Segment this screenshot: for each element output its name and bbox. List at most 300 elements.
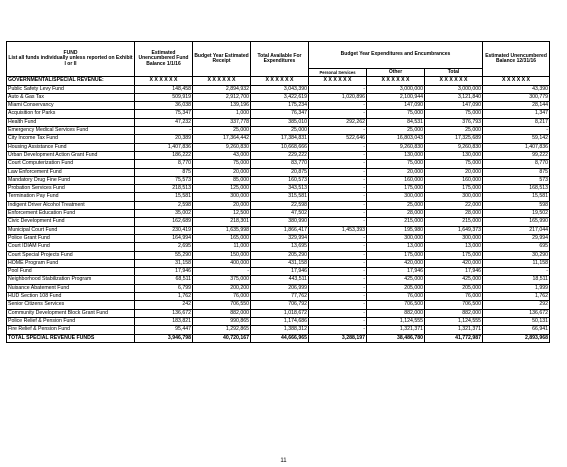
total-available: 44,666,965 xyxy=(251,334,309,342)
start-balance-header: Estimated Unencumbered Fund Balance 1/1/16 xyxy=(135,42,193,77)
cell-total: 175,000 xyxy=(425,185,483,193)
table-row xyxy=(7,201,550,209)
table-row xyxy=(7,176,550,184)
table-row xyxy=(7,301,550,309)
cell-available: 1,866,417 xyxy=(251,226,309,234)
cell-personal: - xyxy=(309,176,367,184)
cell-personal: - xyxy=(309,276,367,284)
cell-other: 9,260,830 xyxy=(367,143,425,151)
fund-header-title: FUND xyxy=(63,49,78,56)
cell-total: 175,000 xyxy=(425,251,483,259)
cell-available: 380,990 xyxy=(251,218,309,226)
cell-start: 2,695 xyxy=(135,243,193,251)
cell-end: 1,347 xyxy=(483,110,550,118)
cell-start: 75,573 xyxy=(135,176,193,184)
cell-personal: - xyxy=(309,168,367,176)
fund-name: Police Grant Fund xyxy=(7,234,135,242)
cell-start: 1,407,836 xyxy=(135,143,193,151)
fund-name: Mandatory Drug Fine Fund xyxy=(7,176,135,184)
cell-available: 175,234 xyxy=(251,102,309,110)
cell-other: 1,321,371 xyxy=(367,326,425,334)
cell-start: 509,919 xyxy=(135,93,193,101)
cell-personal: - xyxy=(309,284,367,292)
cell-total: 17,946 xyxy=(425,268,483,276)
section-row xyxy=(7,77,550,85)
cell-end: 695 xyxy=(483,243,550,251)
cell-receipt: 17,364,442 xyxy=(193,135,251,143)
cell-personal: - xyxy=(309,210,367,218)
cell-total: 1,649,373 xyxy=(425,226,483,234)
cell-receipt: 706,550 xyxy=(193,301,251,309)
total-start: 3,946,798 xyxy=(135,334,193,342)
cell-start: 148,458 xyxy=(135,85,193,93)
cell-receipt: 76,000 xyxy=(193,293,251,301)
cell-other: 195,980 xyxy=(367,226,425,234)
cell-receipt: 139,196 xyxy=(193,102,251,110)
cell-other: 160,000 xyxy=(367,176,425,184)
table-row xyxy=(7,193,550,201)
cell-end: 165,990 xyxy=(483,218,550,226)
cell-personal: - xyxy=(309,251,367,259)
section-mark: X X X X X X xyxy=(135,77,193,85)
section-mark: X X X X X X xyxy=(193,77,251,85)
cell-available: 17,384,831 xyxy=(251,135,309,143)
table-row xyxy=(7,284,550,292)
fund-name: Police Relief & Pension Fund xyxy=(7,317,135,325)
cell-receipt: 11,000 xyxy=(193,243,251,251)
section-mark: X X X X X X xyxy=(483,77,550,85)
cell-start: 164,994 xyxy=(135,234,193,242)
cell-other: 147,090 xyxy=(367,102,425,110)
total-end: 2,893,968 xyxy=(483,334,550,342)
cell-personal: - xyxy=(309,309,367,317)
cell-end: 18,511 xyxy=(483,276,550,284)
cell-end: 8,770 xyxy=(483,160,550,168)
total-receipt: 40,720,167 xyxy=(193,334,251,342)
cell-other: 175,000 xyxy=(367,251,425,259)
cell-total: 28,000 xyxy=(425,210,483,218)
fund-name: Nuisance Abatement Fund xyxy=(7,284,135,292)
table-row xyxy=(7,259,550,267)
fund-name: Urban Development Action Grant Fund xyxy=(7,151,135,159)
fund-name: Health Fund xyxy=(7,118,135,126)
table-row xyxy=(7,317,550,325)
cell-available: 205,290 xyxy=(251,251,309,259)
table-row xyxy=(7,326,550,334)
cell-personal: - xyxy=(309,326,367,334)
cell-end: 8,217 xyxy=(483,118,550,126)
cell-available: 25,000 xyxy=(251,127,309,135)
cell-total: 9,260,830 xyxy=(425,143,483,151)
cell-receipt: 9,260,830 xyxy=(193,143,251,151)
cell-end: 50,131 xyxy=(483,317,550,325)
table-row xyxy=(7,226,550,234)
cell-available: 17,946 xyxy=(251,268,309,276)
total-label: TOTAL SPECIAL REVENUE FUNDS xyxy=(7,334,135,342)
cell-total: 3,121,840 xyxy=(425,93,483,101)
table-row xyxy=(7,251,550,259)
cell-receipt: 75,000 xyxy=(193,160,251,168)
cell-available: 13,695 xyxy=(251,243,309,251)
cell-end: - xyxy=(483,268,550,276)
fund-name: City Income Tax Fund xyxy=(7,135,135,143)
cell-total: 25,000 xyxy=(425,127,483,135)
table-row xyxy=(7,185,550,193)
cell-available: 3,422,619 xyxy=(251,93,309,101)
cell-start: 1,762 xyxy=(135,293,193,301)
cell-personal: - xyxy=(309,201,367,209)
cell-start: 136,672 xyxy=(135,309,193,317)
cell-end: 15,581 xyxy=(483,193,550,201)
cell-receipt: 2,912,700 xyxy=(193,93,251,101)
cell-other: 17,946 xyxy=(367,268,425,276)
cell-available: 10,668,666 xyxy=(251,143,309,151)
fund-name: Miami Conservancy xyxy=(7,102,135,110)
cell-end: 1,407,836 xyxy=(483,143,550,151)
total-row xyxy=(7,334,550,342)
cell-receipt: 125,000 xyxy=(193,185,251,193)
cell-receipt: 165,000 xyxy=(193,234,251,242)
cell-total: 75,000 xyxy=(425,160,483,168)
cell-available: 443,511 xyxy=(251,276,309,284)
cell-start: 6,799 xyxy=(135,284,193,292)
cell-personal: 1,020,896 xyxy=(309,93,367,101)
cell-other: 420,000 xyxy=(367,259,425,267)
fund-name: Housing Assistance Fund xyxy=(7,143,135,151)
cell-end: 573 xyxy=(483,176,550,184)
fund-name: Fire Relief & Pension Fund xyxy=(7,326,135,334)
table-row xyxy=(7,93,550,101)
cell-personal: - xyxy=(309,110,367,118)
cell-total: 13,000 xyxy=(425,243,483,251)
cell-end: 19,502 xyxy=(483,210,550,218)
cell-end: 598 xyxy=(483,201,550,209)
cell-personal: - xyxy=(309,160,367,168)
cell-other: 75,000 xyxy=(367,160,425,168)
cell-available: 76,347 xyxy=(251,110,309,118)
cell-receipt: 218,301 xyxy=(193,218,251,226)
cell-end: 300,779 xyxy=(483,93,550,101)
fund-name: HUD Section 108 Fund xyxy=(7,293,135,301)
table-row xyxy=(7,210,550,218)
other-header: Other xyxy=(367,69,425,77)
cell-total: 300,000 xyxy=(425,234,483,242)
fund-header-subtitle: List all funds individually unless reported on Exhibit I or II xyxy=(8,55,133,67)
cell-total: 376,793 xyxy=(425,118,483,126)
page-number: 11 xyxy=(280,458,287,464)
cell-end: 1,999 xyxy=(483,284,550,292)
section-label: GOVERNMENTAL/SPECIAL REVENUE: xyxy=(7,77,135,85)
cell-available: 329,994 xyxy=(251,234,309,242)
cell-start: 875 xyxy=(135,168,193,176)
cell-end: 292 xyxy=(483,301,550,309)
table-row xyxy=(7,85,550,93)
fund-name: Municipal Court Fund xyxy=(7,226,135,234)
receipt-header: Budget Year Estimated Receipt xyxy=(193,42,251,77)
fund-name: Court Special Projects Fund xyxy=(7,251,135,259)
fund-name: Pool Fund xyxy=(7,268,135,276)
table-row xyxy=(7,293,550,301)
personal-services-header: Personal Services xyxy=(309,69,367,77)
fund-name: Enforcement Education Fund xyxy=(7,210,135,218)
cell-other: 3,000,000 xyxy=(367,85,425,93)
fund-name: Community Development Block Grant Fund xyxy=(7,309,135,317)
section-mark: X X X X X X xyxy=(425,77,483,85)
cell-personal: - xyxy=(309,293,367,301)
cell-other: 1,124,555 xyxy=(367,317,425,325)
cell-total: 1,321,371 xyxy=(425,326,483,334)
cell-total: 22,000 xyxy=(425,201,483,209)
cell-start: 47,232 xyxy=(135,118,193,126)
section-mark: X X X X X X xyxy=(309,77,367,85)
cell-total: 130,000 xyxy=(425,151,483,159)
available-header: Total Available For Expenditures xyxy=(251,42,309,77)
fund-name: Public Safety Levy Fund xyxy=(7,85,135,93)
cell-start: 75,347 xyxy=(135,110,193,118)
cell-receipt: 1,000 xyxy=(193,110,251,118)
cell-total: 147,090 xyxy=(425,102,483,110)
cell-receipt: 337,778 xyxy=(193,118,251,126)
cell-receipt: 2,894,932 xyxy=(193,85,251,93)
cell-start: 242 xyxy=(135,301,193,309)
cell-receipt: 882,000 xyxy=(193,309,251,317)
cell-available: 431,158 xyxy=(251,259,309,267)
cell-total: 1,124,555 xyxy=(425,317,483,325)
cell-personal: - xyxy=(309,317,367,325)
cell-receipt: 85,000 xyxy=(193,176,251,184)
table-row xyxy=(7,151,550,159)
cell-total: 76,000 xyxy=(425,293,483,301)
cell-start: 35,002 xyxy=(135,210,193,218)
cell-end: 59,142 xyxy=(483,135,550,143)
cell-total: 706,500 xyxy=(425,301,483,309)
fund-name: Termination Pay Fund xyxy=(7,193,135,201)
cell-total: 215,000 xyxy=(425,218,483,226)
cell-other: 25,000 xyxy=(367,127,425,135)
cell-start: 20,389 xyxy=(135,135,193,143)
cell-available: 22,598 xyxy=(251,201,309,209)
cell-available: 1,174,686 xyxy=(251,317,309,325)
total-total: 41,772,987 xyxy=(425,334,483,342)
cell-other: 300,000 xyxy=(367,193,425,201)
table-body xyxy=(7,77,550,334)
cell-end: 168,513 xyxy=(483,185,550,193)
cell-other: 76,000 xyxy=(367,293,425,301)
cell-available: 20,875 xyxy=(251,168,309,176)
cell-personal: - xyxy=(309,193,367,201)
header-row xyxy=(7,42,550,69)
cell-available: 385,010 xyxy=(251,118,309,126)
cell-other: 84,531 xyxy=(367,118,425,126)
fund-name: Indigent Driver Alcohol Treatment xyxy=(7,201,135,209)
cell-receipt: 1,292,865 xyxy=(193,326,251,334)
table-row xyxy=(7,234,550,242)
cell-receipt: 150,000 xyxy=(193,251,251,259)
cell-receipt: 20,000 xyxy=(193,168,251,176)
expenditures-group-header: Budget Year Expenditures and Encumbrances xyxy=(309,42,483,69)
cell-personal: 522,646 xyxy=(309,135,367,143)
cell-available: 1,018,672 xyxy=(251,309,309,317)
fund-header xyxy=(7,42,135,77)
cell-available: 160,573 xyxy=(251,176,309,184)
cell-total: 420,000 xyxy=(425,259,483,267)
cell-other: 706,500 xyxy=(367,301,425,309)
fund-name: Emergency Medical Services Fund xyxy=(7,127,135,135)
cell-total: 205,000 xyxy=(425,284,483,292)
cell-end: 30,290 xyxy=(483,251,550,259)
table-row xyxy=(7,276,550,284)
cell-receipt: 990,865 xyxy=(193,317,251,325)
fund-name: Neighborhood Stabilization Program xyxy=(7,276,135,284)
total-other: 38,486,780 xyxy=(367,334,425,342)
total-personal: 3,288,197 xyxy=(309,334,367,342)
cell-receipt: 200,200 xyxy=(193,284,251,292)
table-row xyxy=(7,160,550,168)
cell-receipt: 375,000 xyxy=(193,276,251,284)
table-row xyxy=(7,135,550,143)
revenue-table xyxy=(6,41,550,343)
fund-name: Auto & Gas Tax xyxy=(7,93,135,101)
cell-end: 1,762 xyxy=(483,293,550,301)
cell-available: 206,999 xyxy=(251,284,309,292)
cell-end: - xyxy=(483,127,550,135)
fund-name: Civic Development Fund xyxy=(7,218,135,226)
cell-receipt: 43,000 xyxy=(193,151,251,159)
table-row xyxy=(7,118,550,126)
cell-other: 882,000 xyxy=(367,309,425,317)
cell-end: 66,941 xyxy=(483,326,550,334)
cell-other: 75,000 xyxy=(367,110,425,118)
cell-personal: - xyxy=(309,268,367,276)
cell-available: 1,388,312 xyxy=(251,326,309,334)
cell-receipt: 20,000 xyxy=(193,201,251,209)
cell-total: 160,000 xyxy=(425,176,483,184)
cell-end: 43,390 xyxy=(483,85,550,93)
cell-start: 36,038 xyxy=(135,102,193,110)
cell-available: 77,762 xyxy=(251,293,309,301)
cell-start: 186,222 xyxy=(135,151,193,159)
cell-other: 300,000 xyxy=(367,234,425,242)
cell-total: 882,000 xyxy=(425,309,483,317)
cell-start: 8,770 xyxy=(135,160,193,168)
cell-other: 13,000 xyxy=(367,243,425,251)
cell-end: 217,044 xyxy=(483,226,550,234)
cell-start: 31,158 xyxy=(135,259,193,267)
cell-total: 300,000 xyxy=(425,193,483,201)
cell-start: 2,598 xyxy=(135,201,193,209)
cell-other: 2,100,944 xyxy=(367,93,425,101)
cell-start: 55,290 xyxy=(135,251,193,259)
cell-other: 28,000 xyxy=(367,210,425,218)
table-row xyxy=(7,168,550,176)
cell-receipt: 1,635,998 xyxy=(193,226,251,234)
cell-personal: - xyxy=(309,301,367,309)
cell-start: 218,513 xyxy=(135,185,193,193)
cell-end: 875 xyxy=(483,168,550,176)
cell-end: 99,222 xyxy=(483,151,550,159)
cell-end: 11,158 xyxy=(483,259,550,267)
end-balance-header: Estimated Unencumbered Balance 12/31/16 xyxy=(483,42,550,77)
cell-personal: - xyxy=(309,259,367,267)
table-row xyxy=(7,110,550,118)
table-row xyxy=(7,127,550,135)
cell-available: 706,792 xyxy=(251,301,309,309)
cell-personal: - xyxy=(309,234,367,242)
cell-start: 68,511 xyxy=(135,276,193,284)
cell-other: 425,000 xyxy=(367,276,425,284)
cell-other: 215,000 xyxy=(367,218,425,226)
fund-name: Acquisition for Parks xyxy=(7,110,135,118)
cell-receipt: 25,000 xyxy=(193,127,251,135)
cell-end: 136,672 xyxy=(483,309,550,317)
cell-personal: - xyxy=(309,143,367,151)
cell-other: 25,000 xyxy=(367,201,425,209)
cell-personal: - xyxy=(309,102,367,110)
cell-other: 20,000 xyxy=(367,168,425,176)
cell-personal: - xyxy=(309,218,367,226)
cell-total: 17,325,689 xyxy=(425,135,483,143)
fund-name: Court IDIAM Fund xyxy=(7,243,135,251)
cell-available: 315,581 xyxy=(251,193,309,201)
cell-receipt: 300,000 xyxy=(193,193,251,201)
cell-available: 47,502 xyxy=(251,210,309,218)
cell-receipt: 12,500 xyxy=(193,210,251,218)
table-row xyxy=(7,268,550,276)
cell-receipt: 400,000 xyxy=(193,259,251,267)
table-row xyxy=(7,243,550,251)
cell-other: 130,000 xyxy=(367,151,425,159)
cell-available: 83,770 xyxy=(251,160,309,168)
total-header: Total xyxy=(425,69,483,77)
cell-start: 230,419 xyxy=(135,226,193,234)
cell-start: 162,689 xyxy=(135,218,193,226)
cell-end: 28,144 xyxy=(483,102,550,110)
cell-start: 95,447 xyxy=(135,326,193,334)
cell-personal: 292,262 xyxy=(309,118,367,126)
table-row xyxy=(7,102,550,110)
cell-personal: - xyxy=(309,127,367,135)
cell-start: 17,946 xyxy=(135,268,193,276)
cell-other: 175,000 xyxy=(367,185,425,193)
cell-available: 3,043,390 xyxy=(251,85,309,93)
cell-other: 16,803,043 xyxy=(367,135,425,143)
cell-personal: - xyxy=(309,185,367,193)
cell-personal: - xyxy=(309,151,367,159)
fund-name: Law Enforcement Fund xyxy=(7,168,135,176)
table-row xyxy=(7,218,550,226)
cell-total: 75,000 xyxy=(425,110,483,118)
cell-receipt: - xyxy=(193,268,251,276)
cell-personal: - xyxy=(309,85,367,93)
section-mark: X X X X X X xyxy=(367,77,425,85)
cell-total: 20,000 xyxy=(425,168,483,176)
fund-name: Court Computerization Fund xyxy=(7,160,135,168)
fund-name: Probation Services Fund xyxy=(7,185,135,193)
table-row xyxy=(7,309,550,317)
table-row xyxy=(7,143,550,151)
cell-total: 3,000,000 xyxy=(425,85,483,93)
cell-personal: 1,453,393 xyxy=(309,226,367,234)
fund-name: Senior Citizens Services xyxy=(7,301,135,309)
section-mark: X X X X X X xyxy=(251,77,309,85)
cell-available: 229,222 xyxy=(251,151,309,159)
cell-start: - xyxy=(135,127,193,135)
cell-other: 205,000 xyxy=(367,284,425,292)
cell-start: 183,821 xyxy=(135,317,193,325)
cell-total: 425,000 xyxy=(425,276,483,284)
fund-name: HOME Program Fund xyxy=(7,259,135,267)
cell-end: 29,994 xyxy=(483,234,550,242)
